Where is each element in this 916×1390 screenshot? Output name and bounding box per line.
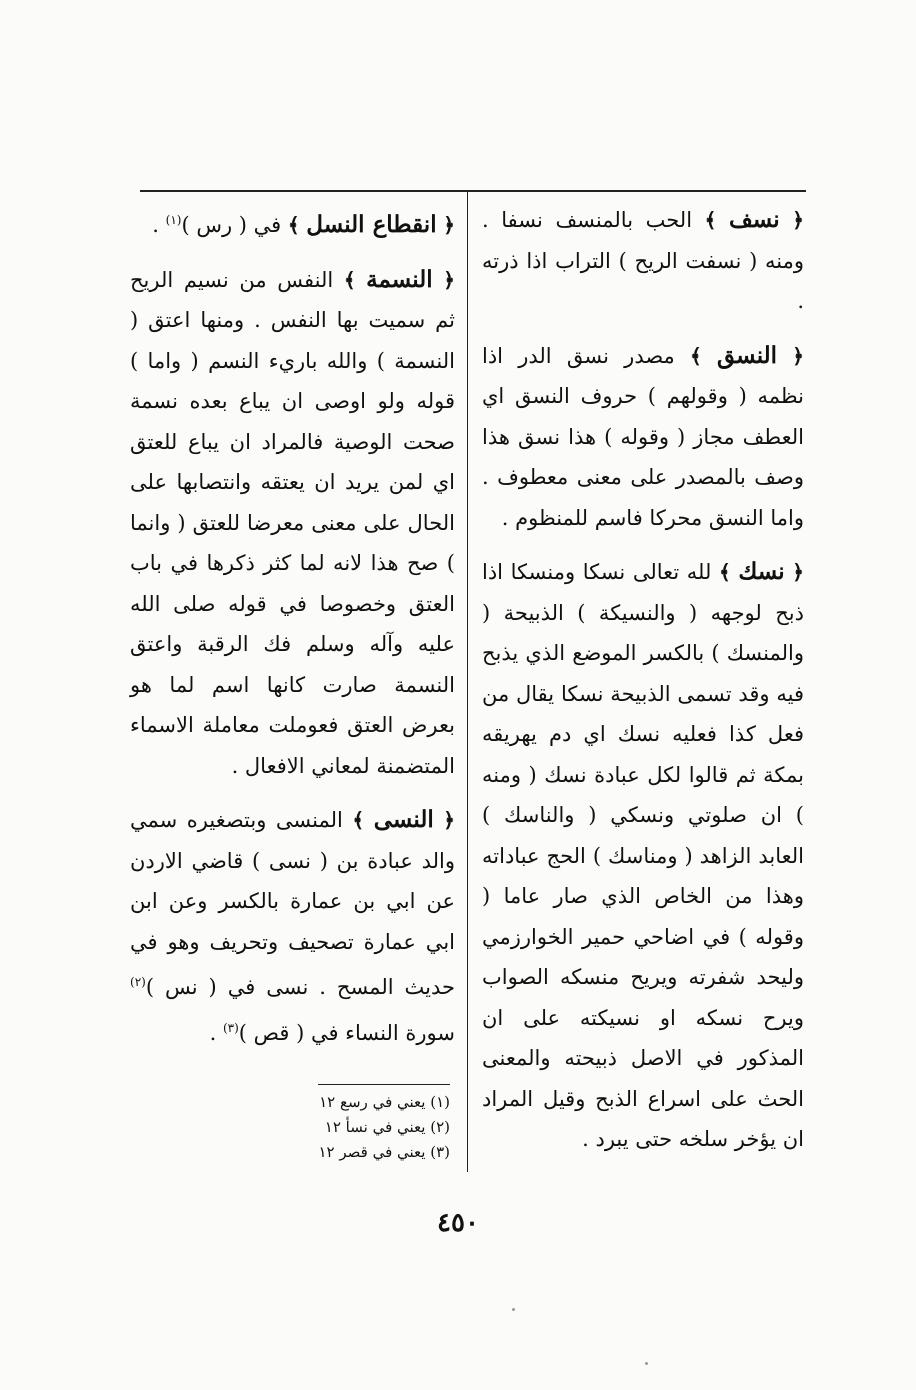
scan-speck [512,1308,515,1311]
top-rule [140,190,806,192]
definition-text: مصدر نسق الدر اذا نظمه ( وقولهم ) حروف النسق اي العطف مجاز ( وقوله ) هذا نسق هذا وصف بالمصدر على معنى معطوف . واما النسق محركا فاسم للمنظوم . [482,343,804,530]
headword: النسمة [366,265,433,293]
bracket-open: ﴿ [443,267,455,292]
bracket-open: ﴿ [792,560,805,584]
definition-text: النفس من نسيم الريح ثم سميت بها النفس . ومنها اعتق ( النسمة ) والله باريء النسم ( واما ) قوله ولو اوصى ان يباع بعده نسمة صحت الوصية فالمراد ان يباع للعتق اي لمن يريد ان يعتقه وانتصابها على الحال على معنى معرضا للعتق ( وانما ) صح هذا لانه لما كثر ذكرها في باب العتق وخصوصا في قوله صلى الله عليه وآله وسلم فك الرقبة واعتق النسمة صارت كانها اسم لما هو بعرض العتق فعوملت معاملة الاسماء المتضمنة لمعاني الافعال . [130,267,455,778]
definition-text: لله تعالى نسكا ومنسكا اذا ذبح لوجهه ( والنسيكة ) الذبيحة ( والمنسك ) بالكسر الموضع الذي يذبح فيه وقد تسمى الذبيحة نسكا يقال من فعل كذا فعليه نسك اي دم يهريقه بمكة ثم قالوا لكل عبادة نسك ( ومنه ) ان صلوتي ونسكي ( والناسك ) العابد الزاهد ( ومناسك ) الحج عباداته وهذا من الخاص الذي صار عاما ( وقوله ) في اضاحي حمير الخوارزمي وليحد شفرته ويريح منسكه الصواب ويرح نسكه او نسيكته على ان المذكور في الاصل ذبيحته والمعنى الحث على اسراع الذبح وقيل المراد ان يؤخر سلخه حتى يبرد . [482,560,804,1151]
footnotes [300,1090,450,1165]
definition-text: الحب بالمنسف نسفا . ومنه ( نسفت الريح ) التراب اذا ذرته . [482,208,804,313]
page-number: ٤٥٠ [437,1208,479,1238]
footnote: (٣) يعني في قصر ١٢ [318,1143,450,1161]
bracket-close: ﴾ [719,560,731,584]
entry-alnasama [130,260,455,787]
left-column [130,200,455,1067]
bracket-open: ﴿ [792,208,804,232]
entry-alnasi [130,800,455,1053]
bracket-open: ﴿ [443,213,455,237]
headword: النسى [373,806,434,833]
headword: نسك [738,558,785,585]
bracket-close: ﴾ [343,267,356,292]
footnote: (١) يعني في رسع ١٢ [319,1093,450,1111]
entry-nusk [482,552,804,1160]
footnote-rule [318,1084,450,1085]
entry-alnasaq [482,336,804,539]
footnote-ref: (٣) [222,1020,239,1035]
column-divider [467,192,468,1172]
bracket-open: ﴿ [792,343,804,368]
footnote-ref: (٢) [130,975,146,989]
right-column [482,200,804,1174]
definition-text: سورة النساء في ( قص ) [238,1020,455,1045]
definition-text: في ( رس ) [181,213,282,237]
definition-text: . [152,213,166,237]
headword: انقطاع النسل [306,211,437,238]
entry-inqita-alnasl [130,200,455,246]
bracket-close: ﴾ [352,808,365,832]
footnote: (٢) يعني في نسأ ١٢ [324,1118,450,1136]
headword: نسف [728,206,780,233]
entry-nasf [482,200,804,322]
scan-speck [645,1362,648,1365]
bracket-close: ﴾ [690,343,702,368]
footnote-ref: (١) [165,213,182,227]
bracket-close: ﴾ [287,213,300,237]
bracket-close: ﴾ [704,208,717,232]
definition-text: . [209,1020,223,1045]
definition-text: المنسى وبتصغيره سمي والد عبادة بن ( نسى ) قاضي الاردن عن ابي بن عمارة بالكسر وعن ابن ابي عمارة تصحيف وتحريف وهو في حديث المسح . نسى في ( نس ) [130,808,455,999]
headword: النسق [717,341,778,369]
bracket-open: ﴿ [443,808,455,832]
